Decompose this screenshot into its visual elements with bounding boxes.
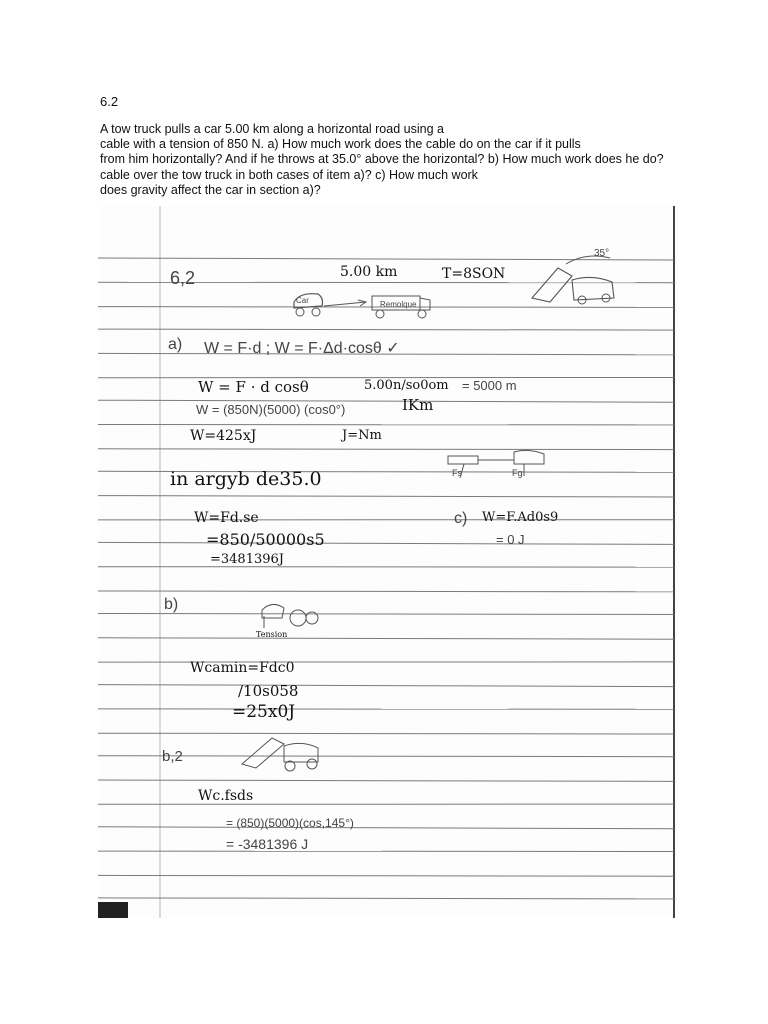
tow-truck-sketch [290, 288, 440, 322]
force-fs: Fs [452, 468, 462, 478]
part-b2-label: b,2 [162, 748, 183, 765]
result-1: W=425xJ [190, 428, 257, 444]
distance-text: 5.00 km [340, 264, 398, 280]
problem-line: does gravity affect the car in section a)? [100, 182, 321, 197]
w-fdse: W=Fd.se [194, 510, 259, 526]
angle-mark: 35° [594, 248, 610, 259]
ruled-line [98, 875, 674, 876]
crane-truck-sketch [526, 250, 626, 308]
wcamin-calc: /10s058 [238, 682, 299, 700]
calc-result: =3481396J [210, 552, 285, 567]
problem-line: A tow truck pulls a car 5.00 km along a horizontal road using a [100, 122, 444, 136]
problem-line: cable over the tow truck in both cases of item a)? c) How much work [100, 167, 478, 182]
part-a-formula: W = F·d ; W = F·Δd·cosθ ✓ [204, 340, 400, 357]
ruled-line [98, 827, 674, 829]
final-substitution: = (850)(5000)(cos,145°) [226, 816, 354, 830]
ruled-line [98, 542, 674, 544]
problem-number: 6.2 [100, 94, 119, 109]
wcamin-result: =25x0J [232, 702, 296, 722]
conversion: 5.00n/so0om [364, 378, 449, 393]
crane-diagram-sketch [238, 732, 328, 774]
ruled-line [98, 780, 674, 781]
ruled-line [98, 496, 674, 497]
ruled-line [98, 733, 674, 734]
car-label: Car [296, 296, 309, 305]
wcamin: Wcamin=Fdc0 [190, 660, 295, 676]
part-c-result: = 0 J [496, 532, 525, 547]
ruled-line [98, 685, 674, 687]
part-c-formula: W=F.Ad0s9 [482, 510, 559, 525]
conversion-result: = 5000 m [462, 378, 517, 393]
wc-label: Wc.fsds [198, 788, 254, 804]
problem-statement [100, 122, 664, 198]
ruled-line [98, 591, 674, 592]
tension-label: Tension [256, 630, 288, 639]
km-label: IKm [402, 396, 434, 414]
final-result: = -3481396 J [226, 836, 309, 852]
tension-text: T=8SON [442, 266, 506, 282]
force-diagram-sketch [444, 442, 554, 486]
notebook-scan [98, 206, 678, 918]
units: J=Nm [342, 428, 382, 443]
truck-label: Remolque [380, 300, 417, 309]
angle-line: in argyb de35.0 [170, 468, 322, 490]
ruled-line [98, 898, 674, 899]
part-c-label: c) [454, 510, 468, 527]
work-formula: W = F · d cosθ [198, 378, 309, 396]
ruled-line [98, 400, 674, 402]
problem-line: from him horizontally? And if he throws at 35.0° above the horizontal? b) How much work does he do? [100, 152, 664, 167]
ruled-line [98, 449, 674, 450]
header-label: 6,2 [170, 268, 196, 288]
part-b-label: b) [164, 596, 179, 613]
ruled-line [98, 756, 674, 757]
tension-diagram-sketch [254, 598, 324, 632]
scan-corner [98, 902, 128, 918]
problem-line: cable with a tension of 850 N. a) How much work does the cable do on the car if it pulls [100, 137, 581, 152]
force-fg: Fg [512, 468, 523, 478]
part-a-label: a) [168, 336, 183, 353]
ruled-line [98, 614, 674, 615]
substitution: W = (850N)(5000) (cos0°) [196, 402, 346, 417]
calc-line: =850/50000s5 [206, 530, 325, 549]
ruled-line [98, 638, 674, 639]
ruled-line [98, 329, 674, 330]
